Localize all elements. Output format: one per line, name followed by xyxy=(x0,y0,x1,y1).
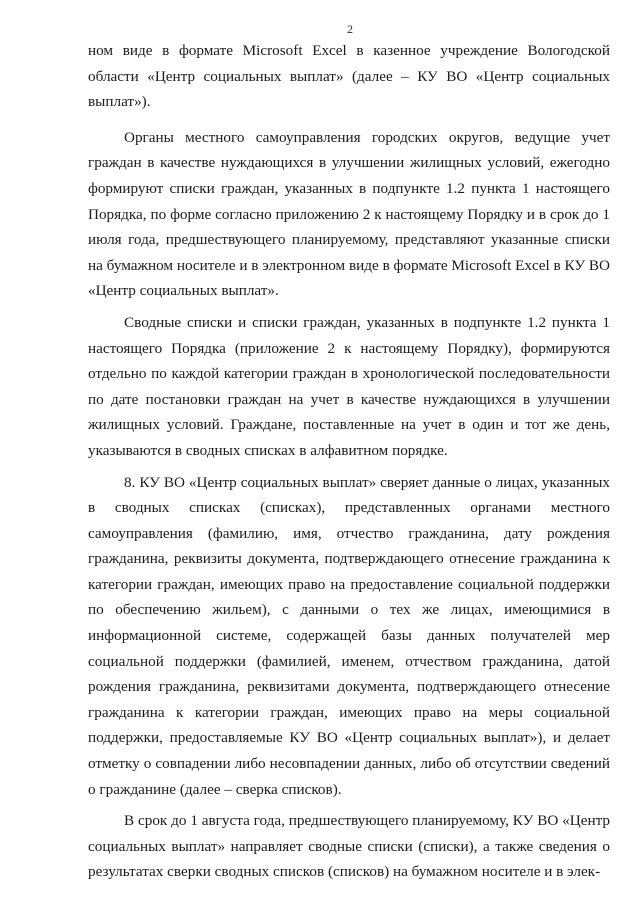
paragraph-august-deadline: В срок до 1 августа года, предшествующего планируемому, КУ ВО «Центр социальных выплат» направляет сводные списки (списки), а также сведения о результатах сверки сводных списков (списков) на бумажном носителе и в элек- xyxy=(88,812,610,881)
paragraph-consolidated-lists: Сводные списки и списки граждан, указанных в подпункте 1.2 пункта 1 настоящего Порядка (приложение 2 к настоящему Порядку), формируются отдельно по каждой категории граждан в хронологической последовательности по дате постановки граждан на учет в качестве нуждающихся в улучшении жилищных условий. Граждане, поставленные на учет в один и тот же день, указываются в сводных списках в алфавитном порядке. xyxy=(88,313,610,459)
page-number: 2 xyxy=(347,22,353,36)
paragraph-local-authorities: Органы местного самоуправления городских округов, ведущие учет граждан в качестве нуждающихся в улучшении жилищных условий, ежегодно формируют списки граждан, указанных в подпункте 1.2 пункта 1 настоящего Порядка, по форме согласно приложению 2 к настоящему Порядку и в срок до 1 июля года, предшествующего планируемому, представляют указанные списки на бумажном носителе и в электронном виде в формате Microsoft Excel в КУ ВО «Центр социальных выплат». xyxy=(88,128,610,300)
paragraph-continuation: ном виде в формате Microsoft Excel в казенное учреждение Вологодской области «Центр социальных выплат» (далее – КУ ВО «Центр социальных выплат»). xyxy=(88,42,610,111)
document-body xyxy=(88,38,610,885)
paragraph-item-8: 8. КУ ВО «Центр социальных выплат» сверяет данные о лицах, указанных в сводных списках (списках), представленных органами местного самоуправления (фамилию, имя, отчество гражданина, дату рождения гражданина, реквизиты документа, подтверждающего отнесение гражданина к категории граждан, имеющих право на предоставление социальной поддержки по обеспечению жильем), с данными о тех же лицах, имеющимися в информационной системе, содержащей базы данных получателей мер социальной поддержки (фамилией, именем, отчеством гражданина, датой рождения гражданина, реквизитами документа, подтверждающего отнесение гражданина к категории граждан, имеющих право на меры социальной поддержки, предоставляемые КУ ВО «Центр социальных выплат»), и делает отметку о совпадении либо несовпадении данных, либо об отсутствии сведений о гражданине (далее – сверка списков). xyxy=(88,473,610,798)
